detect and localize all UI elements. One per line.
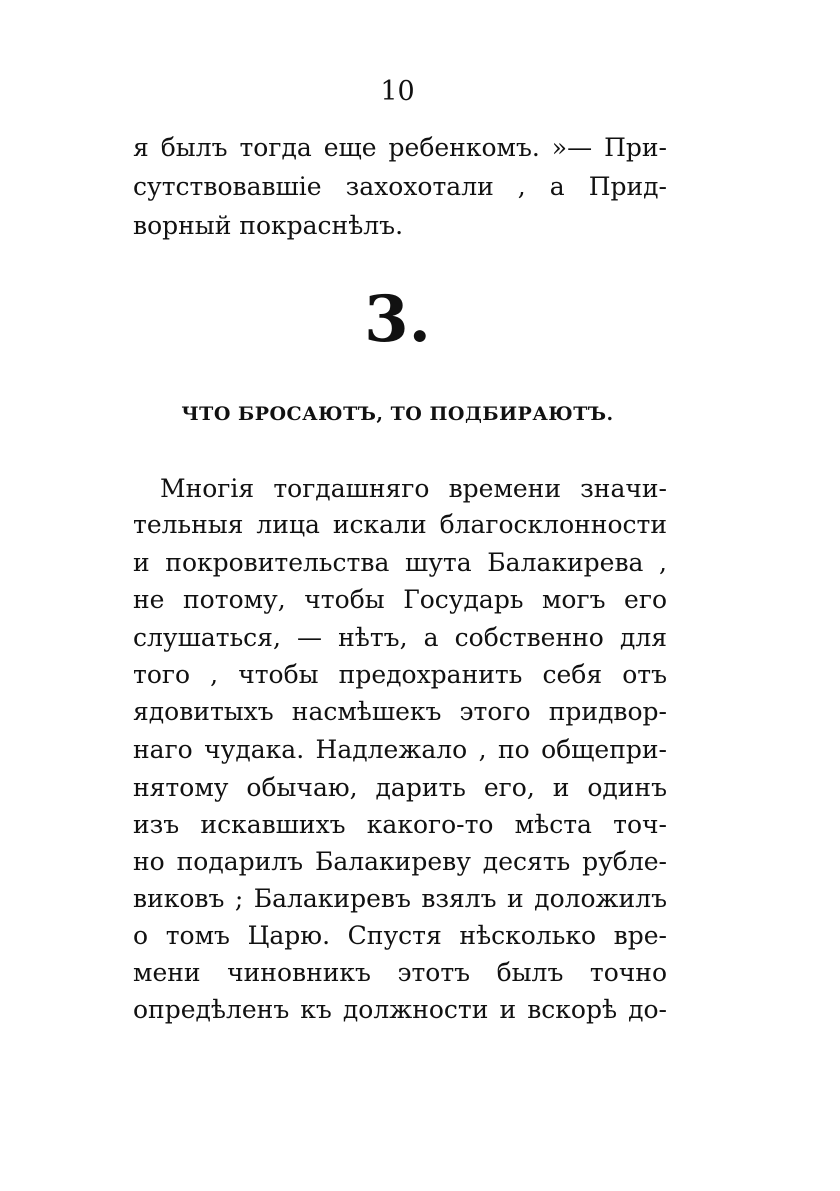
text-line: нятому обычаю, дарить его, и одинъ — [133, 773, 667, 802]
text-line: мени чиновникъ этотъ былъ точно — [133, 958, 667, 987]
text-line: не потому, чтобы Государь могъ его — [133, 585, 667, 614]
text-line: я былъ тогда еще ребенкомъ. »— При- — [133, 133, 667, 162]
text-line: и покровительства шута Балакирева , — [133, 548, 667, 577]
text-line: о томъ Царю. Спустя нѣсколько вре- — [133, 921, 667, 950]
text-line: опредѣленъ къ должности и вскорѣ до- — [133, 995, 667, 1024]
text-line: виковъ ; Балакиревъ взялъ и доложилъ — [133, 884, 667, 913]
text-line: но подарилъ Балакиреву десять рубле- — [133, 847, 667, 876]
text-line: тельныя лица искали благосклонности — [133, 510, 667, 539]
text-line: изъ искавшихъ какого-то мѣста точ- — [133, 810, 667, 839]
text-line: Многія тогдашняго времени значи- — [160, 474, 667, 503]
section-number: 3. — [364, 282, 431, 357]
page-number: 10 — [380, 76, 415, 107]
text-line: наго чудака. Надлежало , по общепри- — [133, 735, 667, 764]
text-line: слушаться, — нѣтъ, а собственно для — [133, 623, 667, 652]
text-line: сутствовавшіе захохотали , а Прид- — [133, 172, 667, 201]
text-line: ядовитыхъ насмѣшекъ этого придвор- — [133, 697, 667, 726]
text-line: того , чтобы предохранить себя отъ — [133, 660, 667, 689]
section-title: ЧТО БРОСАЮТЪ, ТО ПОДБИРАЮТЪ. — [181, 403, 614, 425]
text-line: ворный покраснѣлъ. — [133, 211, 404, 240]
